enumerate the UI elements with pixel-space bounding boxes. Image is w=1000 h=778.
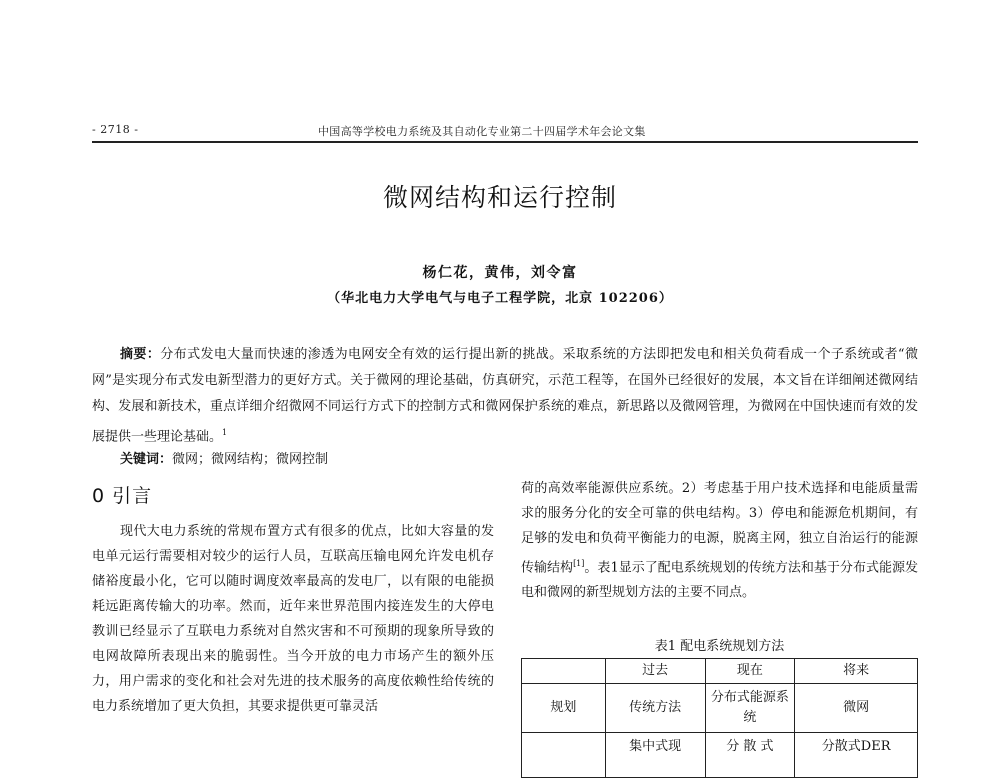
table-cell: 传统方法 <box>605 684 705 733</box>
right-column-paragraph <box>521 476 918 605</box>
table-cell: 分 散 式 <box>705 733 795 778</box>
journal-title: 中国高等学校电力系统及其自动化专业第二十四届学术年会论文集 <box>318 125 646 138</box>
keywords-label: 关键词： <box>120 452 173 467</box>
paper-title: 微网结构和运行控制 <box>382 183 617 212</box>
abstract-label: 摘要： <box>120 347 161 362</box>
abstract-footnote-mark: 1 <box>222 428 228 437</box>
table-cell: 分布式能源系统 <box>705 684 795 733</box>
right-paragraph-text: 荷的高效率能源供应系统。2）考虑基于用户技术选择和电能质量需求的服务分化的安全可靠的供电结构。3）停电和能源危机期间，有足够的发电和负荷平衡能力的电源，脱离主网，独立自治运行的能源传输结构 <box>521 481 918 576</box>
authors: 杨仁花，黄伟，刘令富 <box>422 265 578 281</box>
section-heading: 0 引言 <box>92 485 153 507</box>
table-cell <box>522 733 606 778</box>
header-rule <box>92 141 918 143</box>
table-header-cell <box>522 659 606 684</box>
keywords <box>92 450 492 470</box>
abstract <box>92 342 918 450</box>
table-header-cell: 现在 <box>705 659 795 684</box>
planning-methods-table <box>521 658 918 778</box>
table-cell: 分散式DER <box>795 733 918 778</box>
page-number: - 2718 - <box>92 123 139 136</box>
abstract-text: 分布式发电大量而快速的渗透为电网安全有效的运行提出新的挑战。采取系统的方法即把发电和相关负荷看成一个子系统或者“微网”是实现分布式发电新型潜力的更好方式。关于微网的理论基础，仿真研究，示范工程等，在国外已经很好的发展，本文旨在详细阐述微网结构、发展和新技术，重点详细介绍微网不同运行方式下的控制方式和微网保护系统的难点，新思路以及微网管理，为微网在中国快速而有效的发展提供一些理论基础。 <box>92 347 918 445</box>
table-cell: 规划 <box>522 684 606 733</box>
table-row <box>522 684 918 733</box>
right-paragraph-tail: 。表1显示了配电系统规划的传统方法和基于分布式能源发电和微网的新型规划方法的主要不同点。 <box>521 560 918 601</box>
table-header-cell: 将来 <box>795 659 918 684</box>
table-caption: 表1 配电系统规划方法 <box>654 639 785 654</box>
intro-paragraph: 现代大电力系统的常规布置方式有很多的优点，比如大容量的发电单元运行需要相对较少的运行人员，互联高压输电网允许发电机存储裕度最小化，它可以随时调度效率最高的发电厂，以有限的电能损耗远距离传输大的功率。然而，近年来世界范围内接连发生的大停电教训已经显示了互联电力系统对自然灾害和不可预期的现象所导致的电网故障所表现出来的脆弱性。当今开放的电力市场产生的额外压力，用户需求的变化和社会对先进的技术服务的高度依赖性给传统的电力系统增加了更大负担，其要求提供更可靠灵活 <box>92 524 494 714</box>
reference-mark: [1] <box>573 559 585 568</box>
keywords-text: 微网；微网结构；微网控制 <box>172 452 329 467</box>
table-cell: 集中式现 <box>605 733 705 778</box>
table-cell: 微网 <box>795 684 918 733</box>
table-header-cell: 过去 <box>605 659 705 684</box>
table-header-row <box>522 659 918 684</box>
table-row <box>522 733 918 778</box>
affiliation: （华北电力大学电气与电子工程学院，北京 102206） <box>327 291 673 306</box>
